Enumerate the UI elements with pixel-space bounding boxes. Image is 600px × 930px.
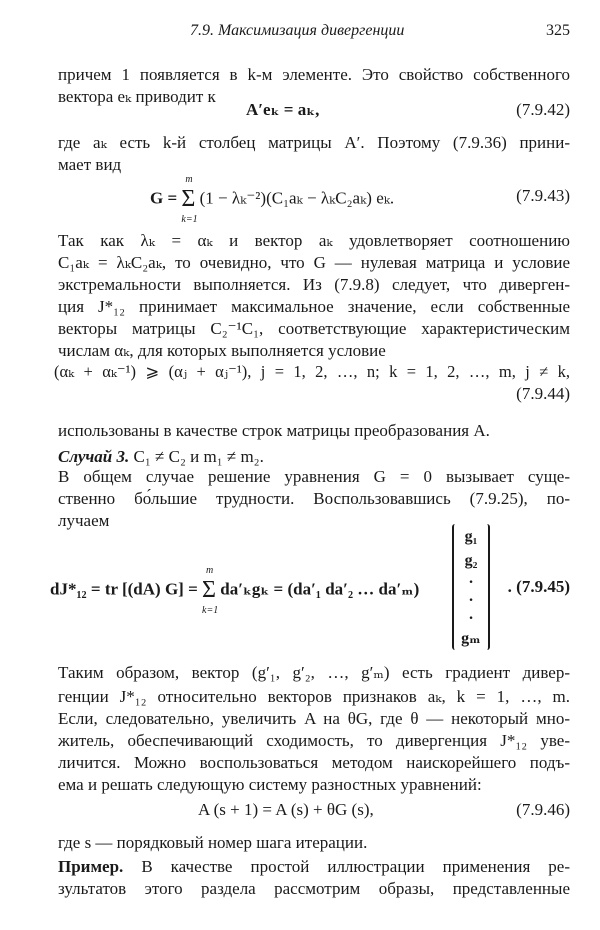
text-line: числам αₖ, для которых выполняется условие <box>58 341 386 360</box>
equation-number: (7.9.46) <box>516 800 570 819</box>
text-line: В общем случае решение уравнения G = 0 вызывает суще- <box>58 467 570 486</box>
vector-entry: g₁ <box>464 528 478 545</box>
summation-sign: Σ m k=1 <box>181 174 198 225</box>
equation-7-9-43 <box>58 174 570 225</box>
text-line: мает вид <box>58 155 122 174</box>
text-line: Пример. В качестве простой иллюстрации применения ре- <box>58 857 570 876</box>
text-line: Если, следовательно, увеличить A на θG, где θ — некоторый мно- <box>58 709 570 728</box>
text-line: ственно бо́льшие трудности. Воспользовавшись (7.9.25), по- <box>58 489 570 508</box>
sum-upper-limit: m <box>185 174 193 185</box>
equation-number: (7.9.42) <box>516 100 570 119</box>
text-line: ция J*₁₂ принимает максимальное значение, если собственные <box>58 297 570 316</box>
text-line: Таким образом, вектор (g′₁, g′₂, …, g′ₘ) есть градиент дивер- <box>58 663 570 682</box>
text-line: Так как λₖ = αₖ и вектор aₖ удовлетворяет соотношению <box>58 231 570 250</box>
case-condition: C₁ ≠ C₂ и m₁ ≠ m₂. <box>133 447 264 466</box>
equation-body: (αₖ + αₖ⁻¹) ⩾ (αⱼ + αⱼ⁻¹), j = 1, 2, …, n; k = 1, 2, …, m, j ≠ k, <box>54 362 570 381</box>
section-title: 7.9. Максимизация дивергенции <box>190 22 405 39</box>
sum-lower-limit: k=1 <box>181 214 198 225</box>
vector-entry: g₂ <box>464 552 478 569</box>
sum-lower-limit: k=1 <box>202 605 219 616</box>
text-line: векторы матрицы C₂⁻¹C₁, соответствующие характеристическим <box>58 319 570 338</box>
running-header <box>190 22 570 46</box>
text-line: причем 1 появляется в k-м элементе. Это свойство собственного <box>58 65 570 84</box>
text-line: использованы в качестве строк матрицы преобразования A. <box>58 421 490 440</box>
equation-body: A (s + 1) = A (s) + θG (s), <box>198 800 374 819</box>
text-line: генции J*₁₂ относительно векторов признаков aₖ, k = 1, …, m. <box>58 687 570 706</box>
example-label: Пример. <box>58 857 124 876</box>
equation-middle: da′ₖgₖ = (da′₁ da′₂ … da′ₘ) <box>220 579 420 599</box>
equation-number: (7.9.43) <box>516 186 570 205</box>
text-line: житель, обеспечивающий сходимость, то дивергенция J*₁₂ уве- <box>58 731 570 750</box>
case-heading <box>58 446 570 468</box>
equation-lhs: dJ*₁₂ = tr [(dA) G] = <box>50 579 198 599</box>
text-line: ема и решать следующую систему разностных уравнений: <box>58 775 482 794</box>
equation-lhs: G = <box>150 188 178 208</box>
vector-entry: gₘ <box>461 630 481 647</box>
equation-7-9-44 <box>54 362 570 406</box>
equation-rhs: (1 − λₖ⁻²)(C₁aₖ − λₖC₂aₖ) eₖ. <box>199 188 395 208</box>
equation-number: (7.9.44) <box>516 384 570 403</box>
equation-7-9-45 <box>50 565 570 616</box>
text-line: зультатов этого раздела рассмотрим образы, представленные <box>58 879 570 898</box>
gradient-column-vector <box>452 524 490 650</box>
equation-number: . (7.9.45) <box>507 577 570 596</box>
text-line: экстремальности выполняется. Из (7.9.8) следует, что диверген- <box>58 275 570 294</box>
text-line: C₁aₖ = λₖC₂aₖ, то очевидно, что G — нулевая матрица и условие <box>58 253 570 272</box>
vector-entry: · <box>468 574 474 591</box>
text-line: личится. Можно воспользоваться методом наискорейшего подъ- <box>58 753 570 772</box>
summation-sign: Σ m k=1 <box>202 565 219 616</box>
text-line: вектора eₖ приводит к <box>58 87 216 106</box>
equation-7-9-46 <box>58 800 570 830</box>
text-line: где s — порядковый номер шага итерации. <box>58 833 368 852</box>
page-number: 325 <box>546 22 570 39</box>
equation-body: A′eₖ = aₖ, <box>246 100 320 119</box>
equation-7-9-42 <box>58 100 570 130</box>
text-line: где aₖ есть k-й столбец матрицы A′. Поэтому (7.9.36) прини- <box>58 133 570 152</box>
text-line: лучаем <box>58 511 110 530</box>
vector-entry: · <box>468 610 474 627</box>
sum-upper-limit: m <box>206 565 214 576</box>
vector-entry: · <box>468 592 474 609</box>
case-label: Случай 3. <box>58 447 130 466</box>
